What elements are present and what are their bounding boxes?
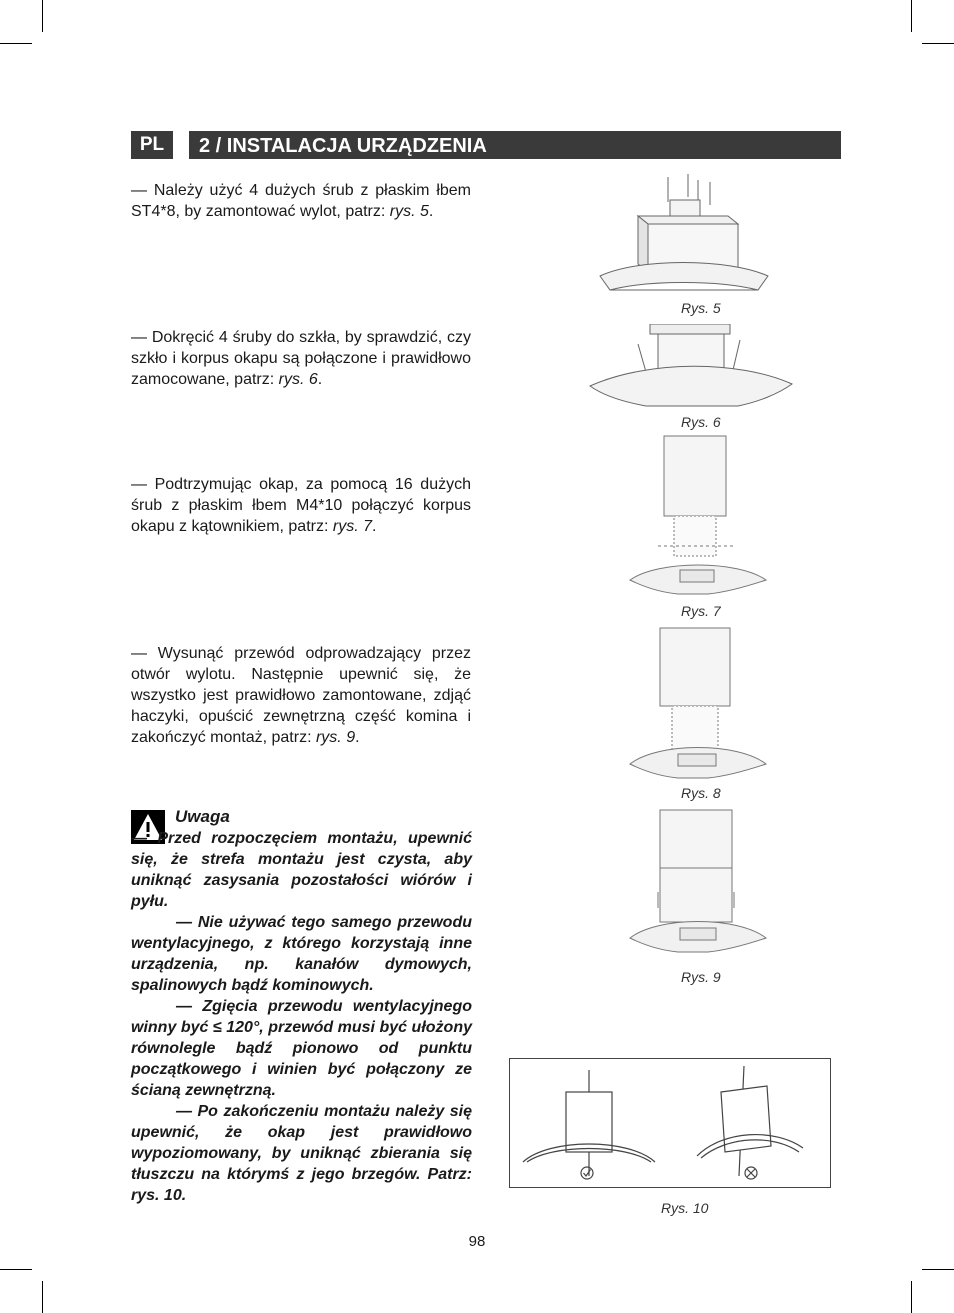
figure-caption: Rys. 6 [681,414,721,430]
warning-item: — Po zakończeniu montażu należy się upewnić, że okap jest prawidłowo wypoziomowany, by uniknąć zbierania się tłuszczu na którymś z jego brzegów. Patrz: rys. 10. [131,1103,472,1204]
paragraph-text: — Należy użyć 4 dużych śrub z płaskim łbem ST4*8, by zamontować wylot, patrz: [131,182,471,220]
crop-mark [0,43,32,44]
section-title: 2 / INSTALACJA URZĄDZENIA [189,131,841,159]
figure-7-drawing [628,434,768,600]
instruction-paragraph [131,474,471,537]
warning-list [131,828,472,1206]
figure-reference: rys. 6 [278,371,318,388]
figure-caption: Rys. 10 [661,1200,709,1216]
instruction-paragraph [131,180,471,222]
crop-mark [922,43,954,44]
figure-10-drawing [509,1058,831,1188]
crop-mark [42,0,43,32]
figure-reference: rys. 9 [315,729,356,746]
paragraph-text: — Podtrzymując okap, za pomocą 16 dużych śrub z płaskim łbem M4*10 połączyć korpus okapu z kątownikiem, patrz: [131,476,471,535]
figure-caption: Rys. 7 [681,603,721,619]
page-number: 98 [468,1233,486,1250]
paragraph-end: . [355,729,360,746]
crop-mark [42,1281,43,1313]
crop-mark [911,0,912,32]
figure-9-drawing [628,808,768,958]
figure-caption: Rys. 9 [681,969,721,985]
crop-mark [922,1269,954,1270]
figure-6-drawing [588,324,794,416]
warning-item: — Przed rozpoczęciem montażu, upewnić się, że strefa montażu jest czysta, aby uniknąć zasysania pozostałości wiórów i pyłu. [131,830,472,910]
figure-caption: Rys. 5 [681,300,721,316]
figure-8-drawing [628,626,768,782]
figure-reference: rys. 5 [389,203,429,220]
crop-mark [911,1281,912,1313]
figure-5-drawing [598,172,770,300]
paragraph-end: . [428,203,434,220]
warning-item: — Zgięcia przewodu wentylacyjnego winny być ≤ 120°, przewód musi być ułożony równolegle bądź pionowo od punktu początkowego i winien być połączony ze ścianą zewnętrzną. [131,998,472,1099]
language-badge: PL [131,131,173,159]
paragraph-end: . [317,371,323,388]
paragraph-text: — Dokręcić 4 śruby do szkła, by sprawdzić, czy szkło i korpus okapu są połączone i prawidłowo zamocowane, patrz: [131,329,471,388]
figure-reference: rys. 7 [332,518,372,535]
paragraph-end: . [372,518,377,535]
figure-caption: Rys. 8 [681,785,721,801]
paragraph-text: — Wysunąć przewód odprowadzający przez otwór wylotu. Następnie upewnić się, że wszystko jest prawidłowo zamontowane, zdjąć haczyki, opuścić zewnętrzną część komina i zakończyć montaż, patrz: [131,645,471,746]
warning-item: — Nie używać tego samego przewodu wentylacyjnego, z którego korzystają inne urządzenia, np. kanałów dymowych, spalinowych bądź kominowych. [131,914,472,994]
crop-mark [0,1269,32,1270]
warning-title: Uwaga [175,807,230,826]
instruction-paragraph [131,643,471,748]
instruction-paragraph [131,327,471,390]
